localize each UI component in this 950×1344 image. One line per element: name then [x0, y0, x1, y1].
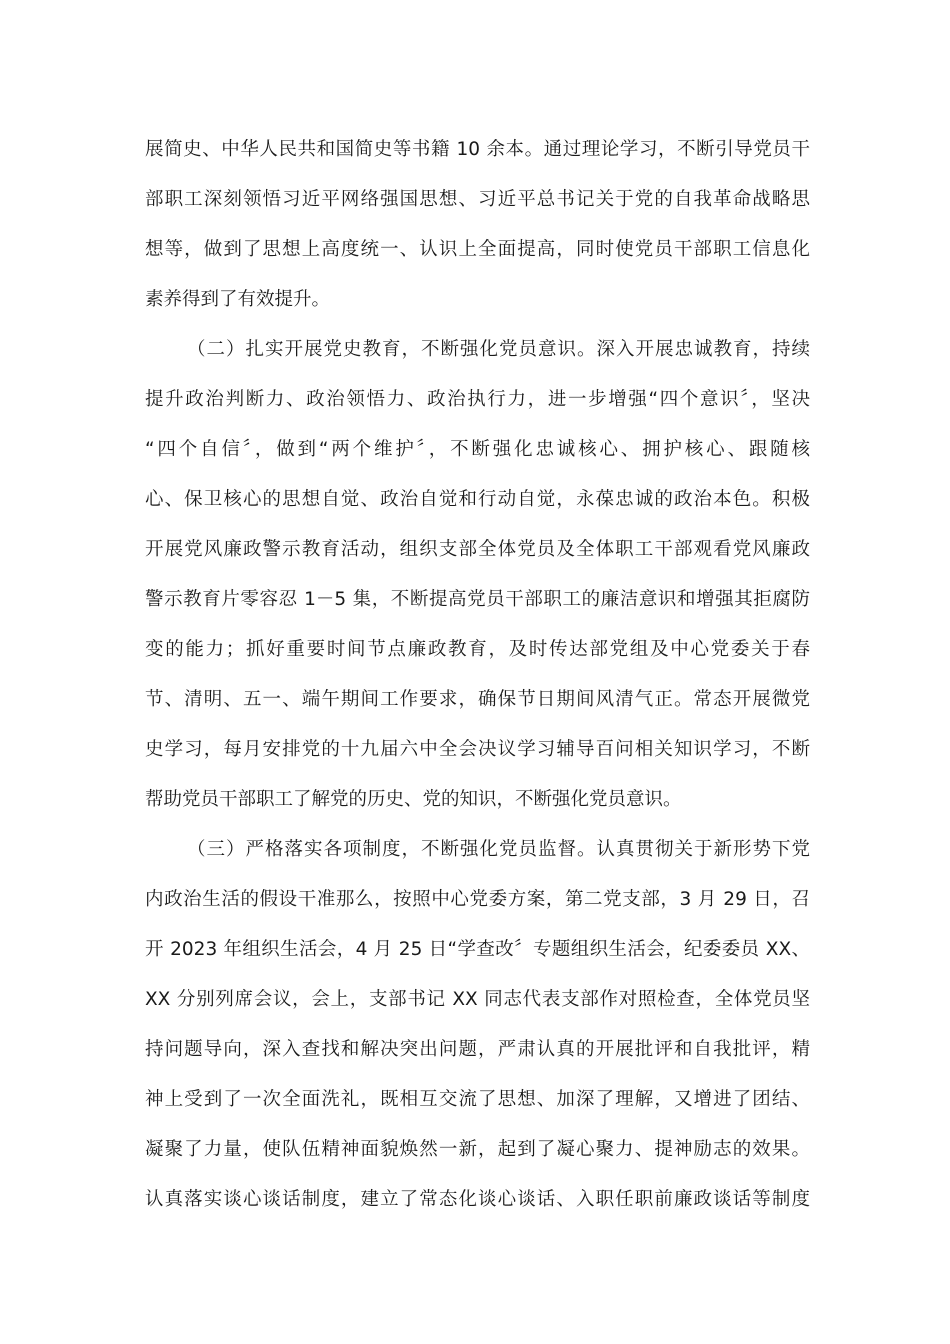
text-line: XX 分别列席会议，会上，支部书记 XX 同志代表支部作对照检查，全体党员坚: [145, 989, 810, 1010]
text-line: 节、清明、五一、端午期间工作要求，确保节日期间风清气正。常态开展微党: [145, 689, 810, 710]
text-line: 素养得到了有效提升。: [145, 289, 331, 310]
text-line: 史学习，每月安排党的十九届六中全会决议学习辅导百问相关知识学习，不断: [145, 739, 810, 760]
text-line: 警示教育片零容忍 1－5 集，不断提高党员干部职工的廉洁意识和增强其拒腐防: [145, 589, 810, 610]
text-line: 展简史、中华人民共和国简史等书籍 10 余本。通过理论学习，不断引导党员干: [145, 139, 810, 160]
text-line: 变的能力；抓好重要时间节点廉政教育，及时传达部党组及中心党委关于春: [145, 639, 810, 660]
text-line: 提升政治判断力、政治领悟力、政治执行力，进一步增强“四个意识〞，坚决: [145, 389, 810, 410]
paragraph-start-line: （二）扎实开展党史教育，不断强化党员意识。深入开展忠诚教育，持续: [187, 339, 810, 360]
text-line: “四个自信〞，做到“两个维护〞，不断强化忠诚核心、拥护核心、跟随核: [145, 439, 810, 460]
text-line: 神上受到了一次全面洗礼，既相互交流了思想、加深了理解，又增进了团结、: [145, 1089, 810, 1110]
text-line: 开展党风廉政警示教育活动，组织支部全体党员及全体职工干部观看党风廉政: [145, 539, 810, 560]
text-line: 想等，做到了思想上高度统一、认识上全面提高，同时使党员干部职工信息化: [145, 239, 810, 260]
text-line: 部职工深刻领悟习近平网络强国思想、习近平总书记关于党的自我革命战略思: [145, 189, 810, 210]
text-line: 帮助党员干部职工了解党的历史、党的知识，不断强化党员意识。: [145, 789, 682, 810]
paragraph-start-line: （三）严格落实各项制度，不断强化党员监督。认真贯彻关于新形势下党: [187, 839, 810, 860]
text-line: 开 2023 年组织生活会，4 月 25 日“学查改〞专题组织生活会，纪委委员 XX、: [145, 939, 810, 960]
text-line: 心、保卫核心的思想自觉、政治自觉和行动自觉，永葆忠诚的政治本色。积极: [145, 489, 810, 510]
text-line: 内政治生活的假设干准那么，按照中心党委方案，第二党支部，3 月 29 日，召: [145, 889, 810, 910]
text-line: 持问题导向，深入查找和解决突出问题，严肃认真的开展批评和自我批评，精: [145, 1039, 810, 1060]
text-line: 认真落实谈心谈话制度，建立了常态化谈心谈话、入职任职前廉政谈话等制度: [145, 1189, 810, 1210]
text-line: 凝聚了力量，使队伍精神面貌焕然一新，起到了凝心聚力、提神励志的效果。: [145, 1139, 810, 1160]
